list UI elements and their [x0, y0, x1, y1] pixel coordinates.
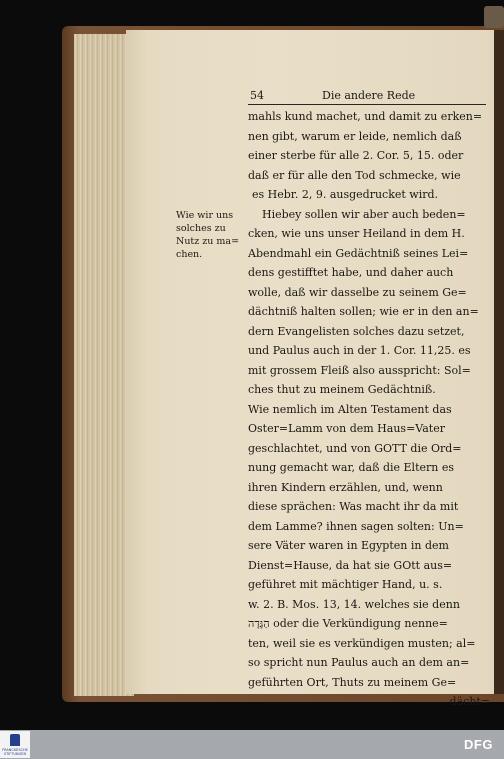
text-line: Dienst=Hause, da hat sie GOtt aus= — [248, 558, 453, 572]
text-line: w. 2. B. Mos. 13, 14. welches sie denn — [248, 597, 460, 611]
text-line: dens gestifftet habe, und daher auch — [248, 266, 454, 279]
text-line: dächtniß halten sollen; wie er in den an= — [248, 305, 479, 318]
text-line: einer sterbe für alle 2. Cor. 5, 15. oder — [248, 149, 464, 162]
text-line: geführten Ort, Thuts zu meinem Ge= — [248, 675, 457, 689]
text-line: ihren Kindern erzählen, und, wenn — [248, 480, 443, 494]
library-logo[interactable] — [0, 731, 30, 758]
margin-note-line: Nutz zu ma= — [176, 236, 240, 247]
text-line: Oster=Lamm von dem Haus=Vater — [248, 422, 445, 435]
text-line: cken, wie uns unser Heiland in dem H. — [248, 227, 465, 240]
page-number: 54 — [250, 89, 264, 102]
margin-note-line: chen. — [176, 249, 203, 260]
dfg-logo[interactable]: DFG — [464, 737, 493, 752]
page-edges — [74, 34, 134, 696]
text-line: es Hebr. 2, 9. ausgedrucket wird. — [252, 188, 439, 201]
header-rule — [248, 104, 486, 105]
binding-strip — [494, 30, 504, 694]
text-line: Hiebey sollen wir aber auch beden= — [262, 207, 466, 221]
text-line: mit grossem Fleiß also ausspricht: Sol= — [248, 363, 471, 377]
body-text — [248, 107, 490, 712]
running-title: Die andere Rede — [322, 89, 416, 102]
text-line: wolle, daß wir dasselbe zu seinem Ge= — [248, 285, 467, 299]
library-logo-text: FRANCKESCHE STIFTUNGEN — [2, 748, 28, 756]
text-line: geschlachtet, und von GOTT die Ord= — [248, 441, 462, 455]
text-line: diese sprächen: Was macht ihr da mit — [248, 500, 459, 513]
text-line: so spricht nun Paulus auch an dem an= — [248, 656, 470, 669]
margin-note-line: solches zu — [176, 223, 226, 234]
library-building-icon — [10, 734, 20, 746]
text-line: nen gibt, warum er leide, nemlich daß — [248, 129, 462, 143]
margin-note — [176, 209, 244, 261]
text-line: dächt= — [449, 695, 490, 708]
text-line: ten, weil sie es verkündigen musten; al= — [248, 636, 476, 650]
text-line: und Paulus auch in der 1. Cor. 11,25. es — [248, 344, 471, 357]
book-clip — [484, 6, 504, 28]
text-line: הַגָּדָה oder die Verkündigung nenne= — [248, 617, 448, 630]
margin-note-line: Wie wir uns — [176, 210, 234, 221]
text-line: dem Lamme? ihnen sagen solten: Un= — [248, 519, 464, 533]
viewer-footer — [0, 730, 504, 759]
text-line: Abendmahl ein Gedächtniß seines Lei= — [248, 246, 469, 260]
text-line: geführet mit mächtiger Hand, u. s. — [248, 578, 443, 591]
text-line: dern Evangelisten solches dazu setzet, — [248, 324, 465, 338]
running-header — [250, 89, 486, 105]
text-line: nung gemacht war, daß die Eltern es — [248, 461, 454, 474]
text-line: ches thut zu meinem Gedächtniß. — [248, 383, 436, 396]
text-line: Wie nemlich im Alten Testament das — [248, 402, 452, 416]
text-line: sere Väter waren in Egypten in dem — [248, 539, 449, 552]
text-line: daß er für alle den Tod schmecke, wie — [248, 168, 461, 182]
text-line: mahls kund machet, und damit zu erken= — [248, 110, 483, 123]
